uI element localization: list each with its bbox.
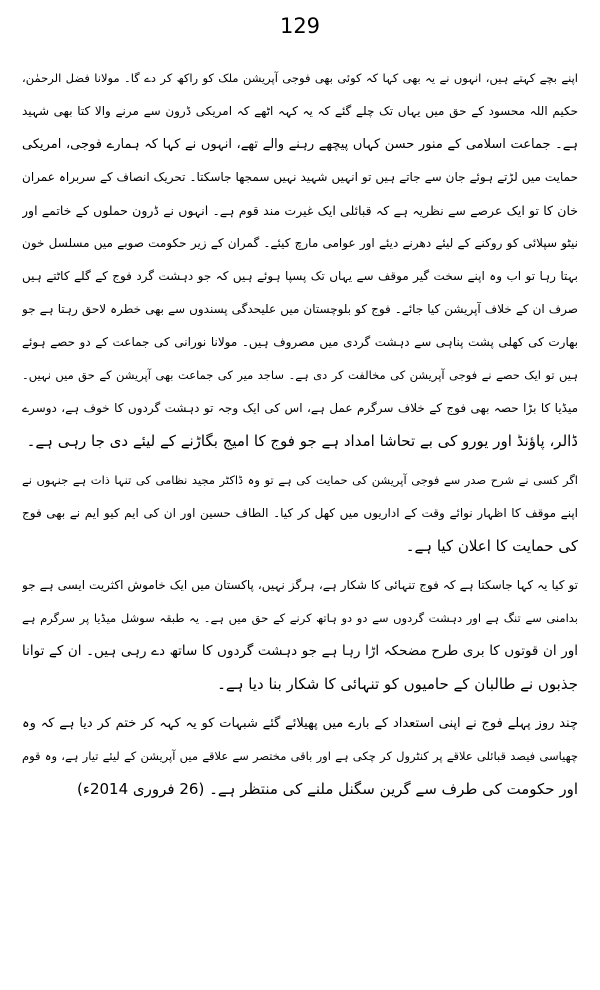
text-line: نیٹو سپلائی کو روکنے کے لیئے دھرنے دیئے اور عوامی مارچ کیئے۔ گمران کے زیر حکومت صوبے میں مسلسل خون <box>22 236 578 250</box>
text-line: ہیں تو ایک حصے نے فوجی آپریشن کی مخالفت کر دی ہے۔ ساجد میر کی جماعت بھی آپریشن کے حق میں نہیں۔ <box>22 368 578 382</box>
text-line: اپنے بچے کہتے ہیں، انہوں نے یہ بھی کہا کہ کوئی بھی فوجی آپریشن ملک کو راکھ کر دے گا۔ مولانا فضل الرحمٰن، <box>22 71 578 85</box>
page-body <box>22 62 578 806</box>
text-line: بدامنی سے تنگ ہے اور دہشت گردوں سے دو دو ہاتھ کرنے کے حق میں ہے۔ یہ طبقہ سوشل میڈیا پر سرگرم ہے <box>22 611 578 625</box>
text-line: خان کا تو ایک عرصے سے نظریہ ہے کہ قبائلی ایک غیرت مند قوم ہے۔ انہوں نے ڈرون حملوں کے خاتمے اور <box>22 203 578 218</box>
text-line: ڈالر، پاؤنڈ اور یورو کی بے تحاشا امداد ہے جو فوج کا امیج بگاڑنے کے لیئے دی جا رہی ہے۔ <box>26 432 578 450</box>
text-line: چھیاسی فیصد قبائلی علاقے پر کنٹرول کر چکی ہے اور باقی مختصر سے علاقے میں آپریشن کے لیئے تیار ہے، وہ قوم <box>22 749 578 763</box>
text-line: حمایت میں لڑتے ہوئے جان سے جاتے ہیں تو انہیں شہید نہیں سمجھا جاسکتا۔ تحریک انصاف کے سربراہ عمران <box>22 170 578 184</box>
page-number: 129 <box>279 14 321 38</box>
text-line: تو کیا یہ کہا جاسکتا ہے کہ فوج تنہائی کا شکار ہے، ہرگز نہیں، پاکستان میں ایک خاموش اکثریت ایسی ہے جو <box>22 578 578 592</box>
paragraph-4 <box>22 707 578 806</box>
text-line: حکیم اللہ محسود کے حق میں یہاں تک چلے گئے کہ یہ کہہ اٹھے کہ امریکی ڈرون سے مرنے والا کتا بھی شہید <box>22 104 578 118</box>
text-line: کی حمایت کا اعلان کیا ہے۔ <box>405 537 578 555</box>
paragraph-1 <box>22 62 578 458</box>
text-line: بہتا رہا تو اب وہ اپنے سخت گیر موقف سے یہاں تک پسپا ہوئے ہیں کہ جو دہشت گرد فوج کے گلے کاٹتے ہیں <box>22 269 578 283</box>
text-line: بھارت کی کھلی پشت پناہی سے دہشت گردی میں مصروف ہیں۔ مولانا نورانی کی جماعت کے دو حصے ہوئے <box>22 335 578 349</box>
text-line: چند روز پہلے فوج نے اپنی استعداد کے بارے میں پھیلائے گئے شبہات کو یہ کہہ کر ختم کر دیا ہے کہ وہ <box>22 716 578 731</box>
text-line: اور حکومت کی طرف سے گرین سگنل ملنے کی منتظر ہے۔ (26 فروری 2014ء) <box>77 780 578 798</box>
paragraph-2 <box>22 464 578 563</box>
text-line: اور ان قوتوں کا بری طرح مضحکہ اڑا رہا ہے جو دہشت گردوں کا ساتھ دے رہی ہیں۔ ان کے توانا <box>22 643 578 659</box>
text-line: میڈیا کا بڑا حصہ بھی فوج کے خلاف سرگرم عمل ہے، اس کی ایک وجہ تو دہشت گردوں کا خوف ہے، دوسرے <box>22 401 578 415</box>
text-line: جذبوں نے طالبان کے حامیوں کو تنہائی کا شکار بنا دیا ہے۔ <box>217 675 578 693</box>
paragraph-3 <box>22 569 578 701</box>
text-line: اپنے موقف کا اظہار نوائے وقت کے اداریوں میں کھل کر کیا۔ الطاف حسین اور ان کی ایم کیو ایم نے بھی فوج <box>22 506 578 520</box>
text-line: ہے۔ جماعت اسلامی کے منور حسن کہاں پیچھے رہنے والے تھے، انہوں نے کہا کہ ہمارے فوجی، امریکی <box>22 137 578 152</box>
text-line: صرف ان کے خلاف آپریشن کیا جائے۔ فوج کو بلوچستان میں علیحدگی پسندوں سے بھی خطرہ لاحق رہتا ہے جو <box>22 302 578 316</box>
text-line: اگر کسی نے شرح صدر سے فوجی آپریشن کی حمایت کی ہے تو وہ ڈاکٹر مجید نظامی کی تنہا ذات ہے جنہوں نے <box>22 473 578 487</box>
